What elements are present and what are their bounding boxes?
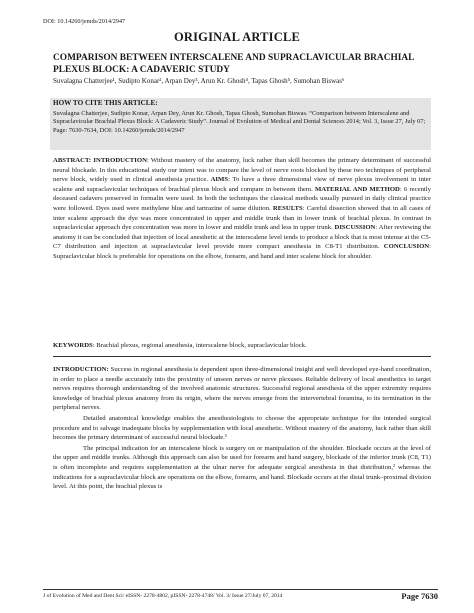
results-label: RESULTS xyxy=(272,204,303,212)
intro-paragraph-1 xyxy=(53,365,431,413)
introduction-label: INTRODUCTION: xyxy=(53,366,109,373)
author-list: Suvalagna Chatterjee¹, Sudipto Konar², Arpan Dey³, Arun Kr. Ghosh⁴, Tapas Ghosh⁵, Sumohan Biswas⁶ xyxy=(53,77,345,85)
introduction-section xyxy=(53,365,431,493)
results-text: : Careful dissection showed that in all cases of inter scalene approach the dye was more concentrated in upper and middle trunk than in lower trunk of brachial plexus. In contrast in supraclavicular approach dye concentration was more in lower and middle trunk and less in upper trunk. xyxy=(53,204,431,232)
article-title: COMPARISON BETWEEN INTERSCALENE AND SUPRACLAVICULAR BRACHIAL PLEXUS BLOCK: A CADAVERIC STUDY xyxy=(53,53,414,75)
conclusion-label: CONCLUSION xyxy=(383,243,430,251)
page-number: Page 7630 xyxy=(401,591,438,601)
discussion-text: : After reviewing the anatomy it can be concluded that injection of local anesthetic at the interscalene level tends to produce a block that is most intense at the C5-C7 distribution and injection at supraclavicular level provide more compact anesthesia in C8-T1 distribution. xyxy=(53,224,431,251)
aims-label: AIMS xyxy=(210,176,229,184)
article-type-heading: ORIGINAL ARTICLE xyxy=(173,30,301,44)
section-divider xyxy=(53,356,431,357)
citation-heading: HOW TO CITE THIS ARTICLE: xyxy=(53,99,158,107)
abstract xyxy=(53,156,431,262)
doi-line: DOI: 10.14260/jemds/2014/2947 xyxy=(43,18,126,25)
intro-text-1: Success in regional anesthesia is dependent upon three-dimensional insight and well developed eye-hand coordination, in order to place a needle accurately into the proximity of unseen nerves or nerve plexuses. Reliable delivery of local anesthetics to target nerves requires thorough understanding of the involved anatomic structures. Successful regional anesthesia of the upper extremity requires knowledge of brachial plexus anatomy from its origin, where the nerves emerge from the intervertebral foramina, to its termination in the peripheral nerves. xyxy=(53,366,431,412)
discussion-label: DISCUSSION xyxy=(334,224,376,232)
citation-text: Suvalagna Chatterjee, Sudipto Konar, Arpan Dey, Arun Kr. Ghosh, Tapas Ghosh, Sumohan Biswas. “Comparison between Interscalene and Supraclavicular Brachial Plexus Block: A Cadaveric Study”. Journal of Evolution of Medical and Dental Sciences 2014; Vol. 3, Issue 27, July 07; Page: 7630-7634, DOI: 10.14260/jemds/2014/2947 xyxy=(53,110,426,134)
footer-divider xyxy=(43,589,438,590)
footer-journal-text: J of Evolution of Med and Dent Sci/ eISSN- 2278-4802, pISSN- 2278-4748/ Vol. 3/ Issue 27/July 07, 2014 xyxy=(43,593,283,599)
methods-label: MATERIAL AND METHOD xyxy=(314,185,400,193)
keywords-text: : Brachial plexus, regional anesthesia, interscalene block, supraclavicular block. xyxy=(92,342,307,349)
conclusion-text: : Supraclavicular block is preferable for operations on the elbow, forearm, and hand and inter scalene block for shoulder. xyxy=(53,243,431,260)
aims-text: : To have a three dimensional view of nerve plexus involvement in inter scalene and supraclavicular techniques of brachial plexus block and compare in between them. xyxy=(53,176,431,193)
intro-paragraph-3: The principal indication for an interscalene block is surgery on or manipulation of the shoulder. Blockade occurs at the level of the upper and middle trunks. Although this approach can also be used for forearm and hand surgery, blockade of the inferior trunk (C8, T1) is often incomplete and requires supplementation at the ulnar nerve for adequate surgical anesthesia in that distribution,² whereas the indications for a supraclavicular block are operations on the elbow, forearm, and hand. Blockade occurs at the distal trunk–proximal division level. At this point, the brachial plexus is xyxy=(53,444,431,491)
intro-paragraph-2: Detailed anatomical knowledge enables the anesthesiologists to choose the appropriate technique for the intended surgical procedure and to salvage inadequate blocks by supplementation with local anesthetic. Without mastery of the anatomy, luck rather than skill becomes the primary determinant of successful neural blockade.¹ xyxy=(53,414,431,442)
keywords xyxy=(53,341,431,350)
keywords-label: KEYWORDS xyxy=(53,342,93,349)
abstract-label: ABSTRACT: INTRODUCTION xyxy=(53,157,147,164)
abstract-intro-text: : Without mastery of the anatomy, luck rather than skill becomes the primary determinant of successful neural blockade. In this educational study our intent was to compare the level of nerve roots blocked by these two techniques of peripheral nerve block, widely used in clinical anesthesia practice. xyxy=(53,157,431,184)
journal-footer xyxy=(43,593,438,599)
methods-text: : 6 recently deceased cadavers preserved in formalin were used. In both the techniques the classical methods usually pursued in daily clinical practice were followed. Dyes used were methylene blue and tartrazine of same dilution. xyxy=(53,185,431,212)
